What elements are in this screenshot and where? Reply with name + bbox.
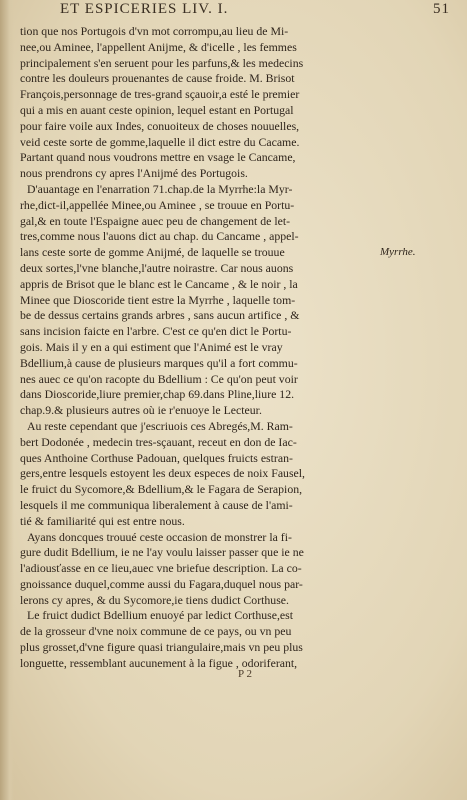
text-line: Minee que Dioscoride tient estre la Myrrhe , laquelle tom-: [20, 292, 296, 307]
text-line: gois. Mais il y en a qui estiment que l'Animé est le vray: [20, 339, 283, 354]
text-line: Bdellium,à cause de plusieurs marques qu'il a fort commu-: [20, 355, 298, 370]
text-line: bert Dodonée , medecin tres-sçauant, receut en don de Iac-: [20, 434, 297, 449]
signature-mark: P 2: [238, 668, 252, 680]
text-line: deux sortes,l'vne blanche,l'autre noirastre. Car nous auons: [20, 260, 294, 275]
text-line: l'adiousťasse en ce lieu,auec vne briefue description. La co-: [20, 561, 302, 576]
text-line: principalement s'en seruent pour les parfuns,& les medecins: [20, 55, 304, 70]
text-line: le fruict du Sycomore,& Bdellium,& le Fagara de Serapion,: [20, 482, 303, 497]
text-line: nes auec ce qu'on racopte du Bdellium : Ce qu'on peut voir: [20, 371, 298, 386]
text-line: lans ceste sorte de gomme Anijmé, de laquelle se trouue: [20, 245, 285, 260]
text-line: gure dudit Bdellium, ie ne l'ay voulu laisser passer que ie ne: [20, 545, 304, 560]
text-line: Le fruict dudict Bdellium enuoyé par ledict Corthuse,est: [27, 608, 294, 623]
text-line: gal,& en toute l'Espaigne auec peu de changement de let-: [20, 213, 291, 228]
text-line: pour faire voile aux Indes, conuoiteux de choses nouuelles,: [20, 118, 300, 133]
text-line: veid ceste sorte de gomme,laquelle il dict estre du Cacame.: [20, 134, 300, 149]
text-line: contre les douleurs prouenantes de cause froide. M. Brisot: [20, 71, 295, 86]
text-line: Au reste cependant que j'escriuois ces Abregés,M. Ram-: [27, 418, 293, 433]
margin-note: Myrrhe.: [380, 246, 416, 258]
running-head-title: ET ESPICERIES LIV. I.: [60, 1, 229, 17]
text-line: nous prendrons cy apres l'Anijmé des Portugois.: [20, 166, 248, 181]
text-line: Ayans doncques trouué ceste occasion de monstrer la fi-: [27, 529, 292, 544]
text-line: dans Dioscoride,liure premier,chap 69.dans Pline,liure 12.: [20, 387, 295, 402]
text-line: tion que nos Portugois d'vn mot corrompu,au lieu de Mi-: [20, 24, 289, 38]
page-gutter-shadow: [0, 0, 14, 800]
running-head: [60, 0, 460, 22]
text-line: tres,comme nous l'auons dict au chap. du Cancame , appel-: [20, 229, 299, 244]
text-line: tié & familiarité qui est entre nous.: [20, 513, 185, 528]
text-line: François,personnage de tres-grand sçauoir,a esté le premier: [20, 87, 300, 102]
text-line: gnoissance duquel,comme aussi du Fagara,duquel nous par-: [20, 576, 303, 591]
text-line: appris de Brisot que le blanc est le Cancame , & le noir , la: [20, 276, 298, 291]
text-line: rhe,dict-il,appellée Minee,ou Aminee , se trouue en Portu-: [20, 197, 295, 212]
text-line: qui a mis en auant ceste opinion, lequel estant en Portugal: [20, 102, 294, 117]
text-line: Partant quand nous voudrons mettre en vsage le Cancame,: [20, 150, 296, 165]
body-text: [20, 24, 370, 672]
text-line: be de dessus certains grands arbres , sans aucun artifice , &: [20, 308, 300, 323]
text-line: nee,ou Aminee, l'appellent Anijme, & d'icelle , les femmes: [20, 39, 297, 54]
text-line: sans incision faicte en l'arbre. C'est ce qu'en dict le Portu-: [20, 324, 292, 339]
text-line: gers,entre lesquels estoyent les deux especes de noix Fausel,: [20, 466, 306, 481]
text-line: lerons cy apres, & du Sycomore,ie tiens dudict Corthuse.: [20, 592, 289, 607]
text-line: lesquels il me communiqua liberalement à cause de l'ami-: [20, 497, 293, 512]
text-line: chap.9.& plusieurs autres où ie r'enuoye le Lecteur.: [20, 403, 262, 418]
text-line: longuette, ressemblant aucunement à la figue , odoriferant,: [20, 655, 298, 670]
text-line: de la grosseur d'vne noix commune de ce pays, ou vn peu: [20, 624, 292, 639]
text-line: ques Anthoine Corthuse Padouan, quelques fruicts estran-: [20, 450, 293, 465]
page-number: 51: [433, 1, 450, 17]
text-line: D'auantage en l'enarration 71.chap.de la Myrrhe:la Myr-: [27, 181, 293, 196]
text-line: plus grosset,d'vne figure quasi triangulaire,mais vn peu plus: [20, 640, 303, 655]
